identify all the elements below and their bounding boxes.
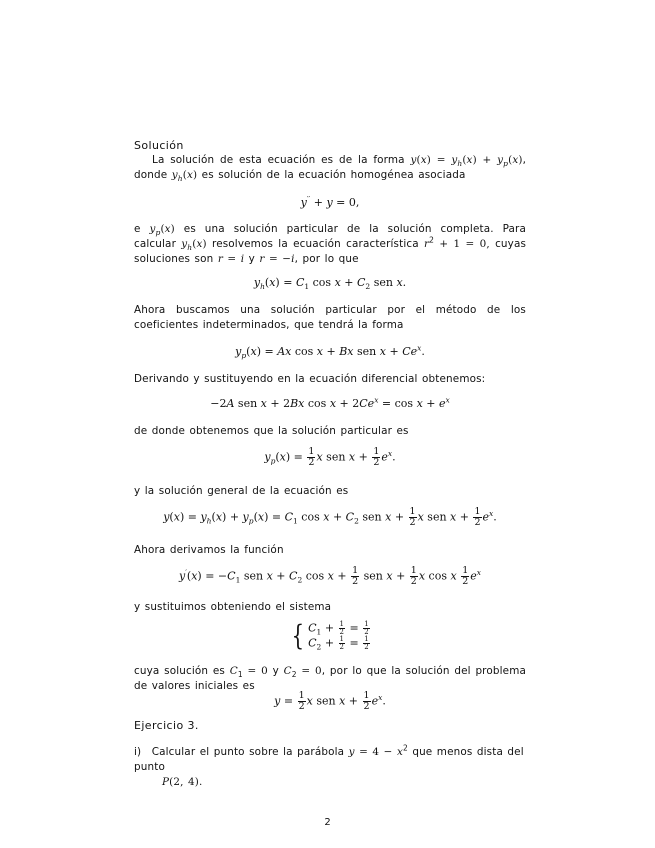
equation-yp-form: $y_p(x) = Ax$ cos x + Bx sen $x + Ce^x$. [235,343,425,361]
paragraph-5: de donde obtenemos que la solución particular es [134,425,409,437]
equation-derivative: $y'(x) = -C_1$ sen $x + C_2$ cos x + $\frac{1}{2}$ sen x + $\frac{1}{2}$ x cos x $\frac{1}{2}$ $e^x$ [178,565,481,587]
paragraph-1: La solución de esta ecuación es de la forma $y(x) = y_h(x) + y_p(x)$, donde $y_h(x)$ es solución de la ecuación homogénea asociada [134,154,527,184]
page-number: 2 [324,817,331,828]
equation-homogeneous: y′′ + y = 0, [300,194,360,209]
paragraph-7: Ahora derivamos la función [134,544,284,556]
equation-substitution: −2A sen x + 2Bx $\cos x + 2Ce^x = \cos x + e^x$ [210,395,450,410]
paragraph-3: Ahora buscamos una solución particular por el método de los coeficientes indeterminados, que tendrá la forma [134,304,526,331]
paragraph-8: y sustituimos obteniendo el sistema [134,601,332,613]
section-heading: Solución [134,139,184,152]
paragraph-6: y la solución general de la ecuación es [134,485,349,497]
equation-final-solution: y = $\frac{1}{2}$ x sen x + $\frac{1}{2}$ $e^x$. [274,690,386,712]
paragraph-2: e $y_p(x)$ es una solución particular de la solución completa. Para calcular $y_h(x)$ resolvemos la ecuación característica $r^2 + 1 = 0$, cuyas soluciones son r = i y r = −i, por lo que [134,223,527,265]
paragraph-4: Derivando y sustituyendo en la ecuación diferencial obtenemos: [134,373,486,385]
exercise-heading: Ejercicio 3. [134,719,199,732]
exercise-item: i) Calcular el punto sobre la parábola $y = 4 - x^2$ que menos dista del punto P(2, 4). [134,743,524,788]
paragraph-9: cuya solución es $C_1 = 0$ y $C_2 = 0$, por lo que la solución del problema de valores iniciales es [134,665,527,692]
equation-system: { $C_1$ + $\frac{1}{2}$ = $\frac{1}{2}$ $C_2$ + $\frac{1}{2}$ = $\frac{1}{2}$ [291,619,369,652]
equation-yh: $y_h(x) = C_1$ $\cos x + C_2$ sen x. [253,276,407,292]
item-label: i) [134,746,142,758]
equation-yp-solution: $y_p(x)$ = $\frac{1}{2}$ x sen x + $\frac{1}{2}$ $e^x$. [264,446,396,468]
equation-general-solution: $y(x) = y_h(x) + y_p(x) = C_1$ $\cos x + C_2$ sen x + $\frac{1}{2}$ x sen x + $\frac{1}{2}$ $e^x$. [163,506,497,528]
